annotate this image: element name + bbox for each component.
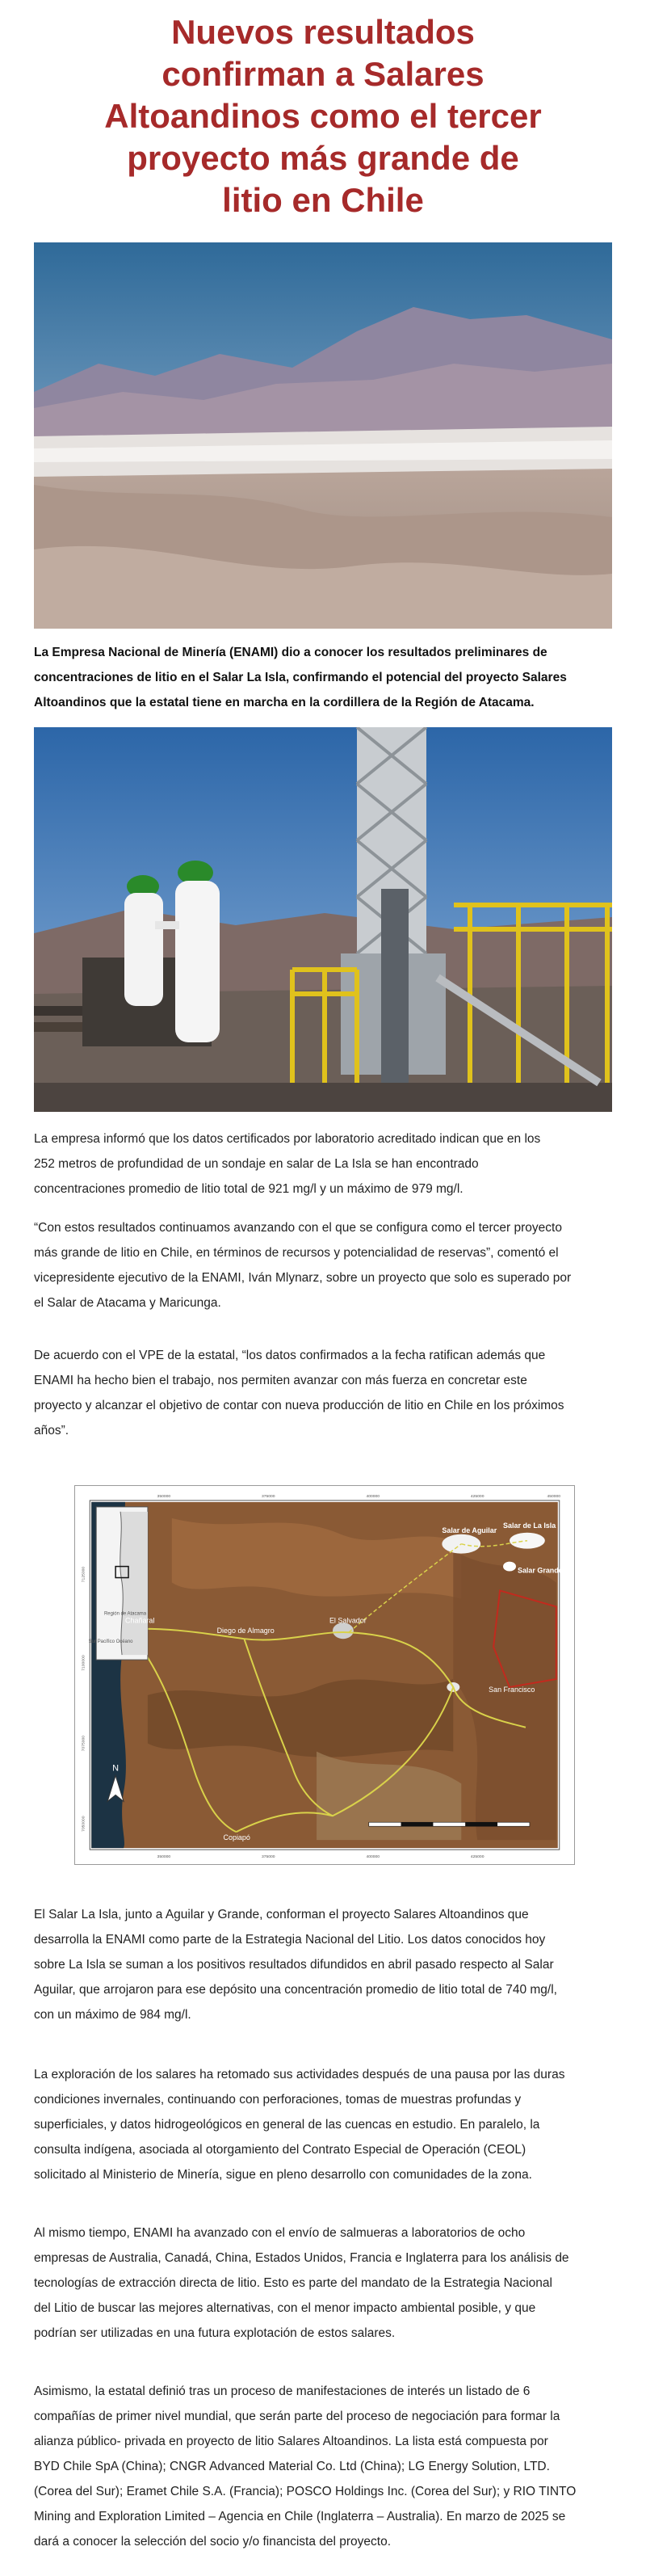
article-lead bbox=[34, 640, 612, 715]
title-line: proyecto más grande de bbox=[127, 139, 519, 177]
paragraph bbox=[34, 2379, 612, 2554]
bottom-tick: 400000 bbox=[366, 1855, 380, 1860]
scale-bar bbox=[369, 1822, 530, 1826]
title-line: Altoandinos como el tercer bbox=[104, 97, 542, 135]
paragraph bbox=[34, 2062, 612, 2187]
drilling-rig-photo bbox=[34, 727, 612, 1112]
paragraph-line: compañías de primer nivel mundial, que serán parte del proceso de negociación para formar la bbox=[34, 2410, 560, 2423]
paragraph-line: “Con estos resultados continuamos avanzando con el que se configura como el tercer proyecto bbox=[34, 1221, 562, 1235]
paragraph-line: el Salar de Atacama y Maricunga. bbox=[34, 1296, 221, 1310]
label-chanaral: Chañaral bbox=[125, 1616, 155, 1625]
bottom-tick: 375000 bbox=[262, 1855, 275, 1860]
top-tick: 350000 bbox=[157, 1494, 171, 1499]
paragraph bbox=[34, 1215, 612, 1315]
label-salar-isla: Salar de La Isla bbox=[503, 1521, 556, 1530]
left-tick: 7050000 bbox=[82, 1816, 86, 1832]
paragraph-line: concentraciones promedio de litio total de 921 mg/l y un máximo de 979 mg/l. bbox=[34, 1182, 464, 1196]
salar-grande-shape bbox=[503, 1562, 516, 1572]
paragraph-line: Asimismo, la estatal definió tras un proceso de manifestaciones de interés un listado de 6 bbox=[34, 2384, 531, 2398]
paragraph-line: La empresa informó que los datos certificados por laboratorio acreditado indican que en los bbox=[34, 1132, 541, 1146]
paragraph-line: dará a conocer la selección del socio y/o financista del proyecto. bbox=[34, 2535, 391, 2549]
paragraph-line: consulta indígena, asociada al otorgamiento del Contrato Especial de Operación (CEOL) bbox=[34, 2143, 526, 2157]
left-tick: 7100000 bbox=[82, 1655, 86, 1671]
salar-landscape-photo bbox=[34, 242, 612, 629]
paragraph-line: De acuerdo con el VPE de la estatal, “los datos confirmados a la fecha ratifican además que bbox=[34, 1349, 546, 1362]
bottom-tick: 425000 bbox=[470, 1855, 484, 1860]
label-el-salvador: El Salvador bbox=[329, 1616, 367, 1625]
paragraph-line: proyecto y alcanzar el objetivo de contar con nueva producción de litio en Chile en los próximos bbox=[34, 1399, 564, 1412]
paragraph-line: 252 metros de profundidad de un sondaje en salar de La Isla se han encontrado bbox=[34, 1157, 479, 1171]
paragraph-line: tecnologías de extracción directa de litio. Esto es parte del mandato de la Estrategia Nacional bbox=[34, 2276, 552, 2290]
label-copiapo: Copiapó bbox=[223, 1833, 250, 1842]
inset-ocean-label: Sur Pacífico Océano bbox=[88, 1639, 133, 1645]
title-line: Nuevos resultados bbox=[171, 13, 475, 51]
paragraph bbox=[34, 1126, 612, 1202]
top-tick: 375000 bbox=[262, 1494, 275, 1499]
top-tick: 400000 bbox=[366, 1494, 380, 1499]
paragraph-line: sobre La Isla se suman a los positivos resultados difundidos en abril pasado respecto al Salar bbox=[34, 1958, 554, 1972]
paragraph bbox=[34, 2220, 612, 2346]
paragraph-line: Mining and Exploration Limited – Agencia en Chile (Inglaterra – Australia). En marzo de 2025 se bbox=[34, 2510, 566, 2523]
paragraph-line: Al mismo tiempo, ENAMI ha avanzado con el envío de salmueras a laboratorios de ocho bbox=[34, 2226, 526, 2240]
label-salar-grande: Salar Grande bbox=[517, 1566, 563, 1575]
article-title bbox=[48, 11, 598, 221]
paragraph-line: más grande de litio en Chile, en términos de recursos y potencialidad de reservas”, comentó el bbox=[34, 1246, 559, 1260]
label-salar-aguilar: Salar de Aguilar bbox=[442, 1526, 497, 1534]
paragraph-line: La exploración de los salares ha retomado sus actividades después de una pausa por las duras bbox=[34, 2068, 565, 2081]
paragraph bbox=[34, 1343, 612, 1443]
paragraph-line: solicitado al Ministerio de Minería, sigue en pleno desarrollo con comunidades de la zona. bbox=[34, 2168, 532, 2182]
lead-line: Altoandinos que la estatal tiene en marcha en la cordillera de la Región de Atacama. bbox=[34, 696, 535, 709]
label-diego-almagro: Diego de Almagro bbox=[216, 1627, 275, 1635]
paragraph-line: superficiales, y datos hidrogeológicos en general de las cuencas en estudio. En paralelo, la bbox=[34, 2118, 540, 2132]
paragraph-line: ENAMI ha hecho bien el trabajo, nos permiten avanzar con más fuerza en concretar este bbox=[34, 1374, 527, 1387]
paragraph-line: BYD Chile SpA (China); CNGR Advanced Material Co. Ltd (China); LG Energy Solution, LTD. bbox=[34, 2460, 550, 2473]
paragraph bbox=[34, 1902, 612, 2027]
paragraph-line: años”. bbox=[34, 1424, 69, 1437]
paragraph-line: El Salar La Isla, junto a Aguilar y Grande, conforman el proyecto Salares Altoandinos que bbox=[34, 1908, 529, 1921]
paragraph-line: Aguilar, que arrojaron para ese depósito una concentración promedio de litio total de 740 mg/l, bbox=[34, 1983, 557, 1997]
paragraph-line: empresas de Australia, Canadá, China, Estados Unidos, Francia e Inglaterra para los análisis de bbox=[34, 2251, 569, 2265]
bottom-tick: 350000 bbox=[157, 1855, 171, 1860]
paragraph-line: desarrolla la ENAMI como parte de la Estrategia Nacional del Litio. Los datos conocidos hoy bbox=[34, 1933, 546, 1947]
paragraph-line: podrían ser utilizadas en una futura explotación de estos salares. bbox=[34, 2326, 396, 2340]
top-tick: 450000 bbox=[547, 1494, 561, 1499]
north-label: N bbox=[112, 1763, 120, 1774]
top-tick: 425000 bbox=[470, 1494, 484, 1499]
paragraph-line: condiciones invernales, continuando con perforaciones, tomas de muestras profundas y bbox=[34, 2093, 522, 2107]
left-tick: 7075000 bbox=[82, 1735, 86, 1752]
paragraph-line: (Corea del Sur); Eramet Chile S.A. (Francia); POSCO Holdings Inc. (Corea del Sur); y RIO TINTO bbox=[34, 2485, 577, 2498]
lead-line: concentraciones de litio en el Salar La Isla, confirmando el potencial del proyecto Salares bbox=[34, 671, 567, 684]
left-tick: 7125000 bbox=[82, 1566, 86, 1583]
salares-map bbox=[74, 1485, 575, 1865]
paragraph-line: con un máximo de 984 mg/l. bbox=[34, 2008, 191, 2022]
lead-line: La Empresa Nacional de Minería (ENAMI) dio a conocer los resultados preliminares de bbox=[34, 646, 547, 659]
label-san-francisco: San Francisco bbox=[489, 1685, 535, 1694]
inset-region-label: Región de Atacama bbox=[104, 1611, 147, 1617]
paragraph-line: vicepresidente ejecutivo de la ENAMI, Iván Mlynarz, sobre un proyecto que solo es superado por bbox=[34, 1271, 572, 1285]
paragraph-line: del Litio de buscar las mejores alternativas, con el menor impacto ambiental posible, y que bbox=[34, 2301, 536, 2315]
title-line: litio en Chile bbox=[222, 181, 424, 219]
paragraph-line: alianza público- privada en proyecto de litio Salares Altoandinos. La lista está compuesta por bbox=[34, 2435, 548, 2448]
title-line: confirman a Salares bbox=[162, 55, 484, 93]
